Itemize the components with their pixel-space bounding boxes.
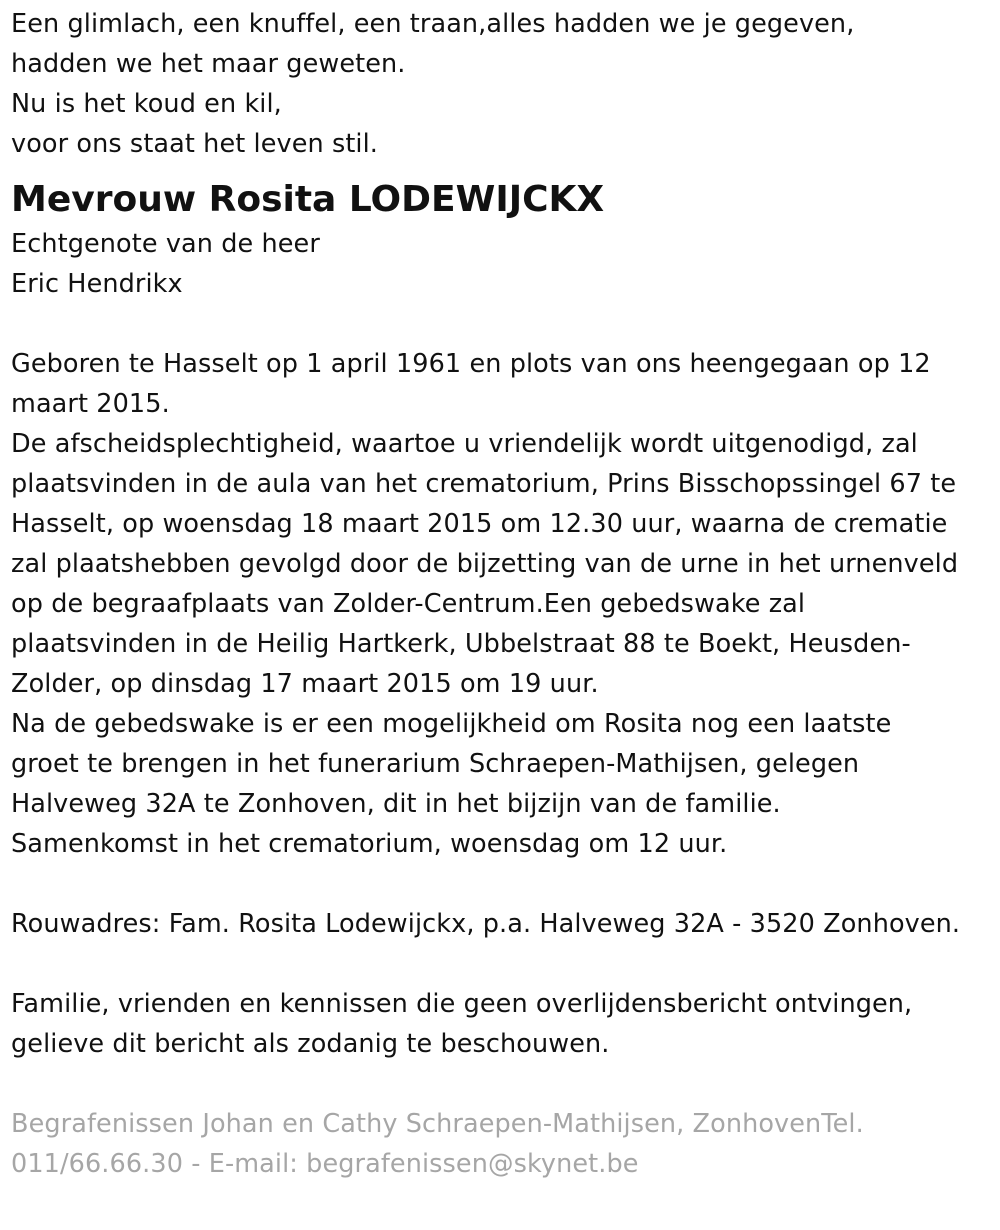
- poem-line: Een glimlach, een knuffel, een traan,alles hadden we je gegeven,: [11, 9, 855, 39]
- body-line: Geboren te Hasselt op 1 april 1961 en plots van ons heengegaan op 12: [11, 349, 931, 379]
- spacer: [11, 944, 995, 984]
- deceased-name: Mevrouw Rosita LODEWIJCKX: [11, 179, 605, 220]
- body-line: maart 2015.: [11, 389, 170, 419]
- poem-line: voor ons staat het leven stil.: [11, 129, 379, 159]
- notice-line: Familie, vrienden en kennissen die geen overlijdensbericht ontvingen,: [11, 989, 913, 1019]
- body-line: Samenkomst in het crematorium, woensdag om 12 uur.: [11, 829, 728, 859]
- body-line: plaatsvinden in de aula van het crematorium, Prins Bisschopssingel 67 te: [11, 469, 957, 499]
- body-line: Hasselt, op woensdag 18 maart 2015 om 12.30 uur, waarna de crematie: [11, 509, 948, 539]
- poem: [11, 4, 995, 164]
- relation-text: Echtgenote van de heer: [11, 229, 320, 259]
- body-line: Na de gebedswake is er een mogelijkheid om Rosita nog een laatste: [11, 709, 892, 739]
- spacer: [11, 304, 995, 344]
- spacer: [11, 1064, 995, 1104]
- notice: [11, 984, 995, 1064]
- body-line: Halveweg 32A te Zonhoven, dit in het bijzijn van de familie.: [11, 789, 781, 819]
- body-line: zal plaatshebben gevolgd door de bijzetting van de urne in het urnenveld: [11, 549, 959, 579]
- poem-line: Nu is het koud en kil,: [11, 89, 282, 119]
- announcement-body: [11, 344, 995, 864]
- body-line: op de begraafplaats van Zolder-Centrum.Een gebedswake zal: [11, 589, 806, 619]
- spacer: [11, 864, 995, 904]
- body-line: De afscheidsplechtigheid, waartoe u vriendelijk wordt uitgenodigd, zal: [11, 429, 918, 459]
- spouse-name: Eric Hendrikx: [11, 269, 183, 299]
- obituary-document: [11, 4, 995, 1184]
- footer-line: Begrafenissen Johan en Cathy Schraepen-Mathijsen, ZonhovenTel.: [11, 1109, 864, 1139]
- mourning-address: Rouwadres: Fam. Rosita Lodewijckx, p.a. Halveweg 32A - 3520 Zonhoven.: [11, 909, 961, 939]
- body-line: groet te brengen in het funerarium Schraepen-Mathijsen, gelegen: [11, 749, 860, 779]
- body-line: plaatsvinden in de Heilig Hartkerk, Ubbelstraat 88 te Boekt, Heusden-: [11, 629, 911, 659]
- funeral-home-footer: [11, 1104, 995, 1184]
- body-line: Zolder, op dinsdag 17 maart 2015 om 19 uur.: [11, 669, 599, 699]
- footer-line: 011/66.66.30 - E-mail: begrafenissen@skynet.be: [11, 1149, 639, 1179]
- poem-line: hadden we het maar geweten.: [11, 49, 406, 79]
- notice-line: gelieve dit bericht als zodanig te beschouwen.: [11, 1029, 610, 1059]
